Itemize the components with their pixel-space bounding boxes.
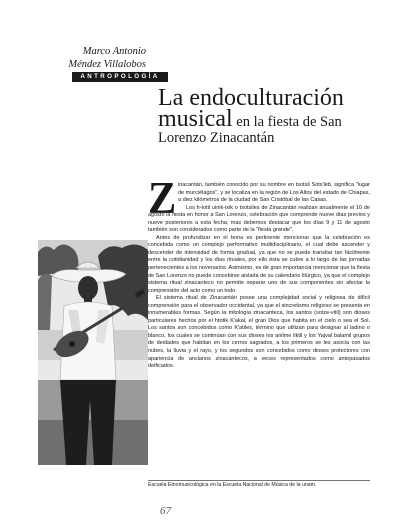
paragraph-3: Antes de profundizar en el tema es pertinente mencionar que la celebración es concebida como un complejo performativo multidisciplinario, el cual debe ascender y descender de intensidad de forma gradual, ya que no se puede transitar tan fácilmente entre la cotidianidad y los días rituales, por ello ésta se cubre a lo largo de las jornadas pertenecientes a los novenarios. Asimismo, es de gran importancia mencionar que la fiesta de San Lorenzo no puede concebirse aislada de su calendario litúrgico, ya que el complejo sistema ritual zinacanteco no permite separar uno de sus componentes sin afectar la comprensión del acto como un todo. xyxy=(148,234,370,294)
author-first-name: Marco Antonio xyxy=(82,46,146,57)
musician-photo xyxy=(38,240,148,465)
drop-cap: Z xyxy=(148,172,177,223)
paragraph-4: El sistema ritual de Zinacantán posee una complejidad social y religiosa de difícil comprensión para el observador occidental, ya que el sincretismo religioso se presenta en innumerables formas. Según la mitología zinacanteca, los santos (sotze-vitil) son dioses particulares hechos por el htotik K'akal, el gran Dios que habita en el cielo o sea el Sol. Los santos son concebidos como K'atiles, término que utilizan para designar al ladino o blanco, los cuales se continúan con sus dioses los anilme ilktil y los Yajval balamil grupos de deidades que habitan en los cerros sagrados, a los primeros se les asocia con las nubes, la lluvia y el rayo, y los segundos son concebidos como dioses protectores con apariencia de ancianos zinacantecos, a veces representados como antepasados deificados. xyxy=(148,295,370,370)
section-label-bar xyxy=(72,72,168,82)
footnote: Escuela Etnomusicológica en la Escuela Nacional de Música de la unam. xyxy=(148,480,370,489)
drop-cap-space xyxy=(148,182,178,210)
paragraph-2: Los h-totil uinik-ixik o tsotsiles de Zinacantán realizan anualmente el 10 de agosto la fiesta en honor a San Lorenzo, celebración que comprende nueve días previos y nueve posteriores a esta fecha; mas debemos destacar que los días 9 y 11 de agosto también son considerados como parte de la "fiesta grande". xyxy=(148,204,370,234)
paragraph-1: inacantán, también conocido por su nombre en tsotsil Sots'leb, significa "lugar de murciélagos", y se localiza en la región de Los Altos del estado de Chiapas, a diez kilómetros de la ciudad de San Cristóbal de las Casas. xyxy=(178,182,370,204)
section-label: ANTROPOLOGÍA xyxy=(80,73,160,80)
author-last-name: Méndez Villalobos xyxy=(68,59,146,70)
article-title-musical: musical xyxy=(158,106,233,132)
page-number: 67 xyxy=(160,505,171,517)
article-title-line3: Lorenzo Zinacantán xyxy=(158,130,275,146)
article-title-line2-rest: en la fiesta de San xyxy=(232,114,342,130)
article-body xyxy=(148,182,370,371)
article-title-line1: La endoculturación xyxy=(158,85,344,111)
